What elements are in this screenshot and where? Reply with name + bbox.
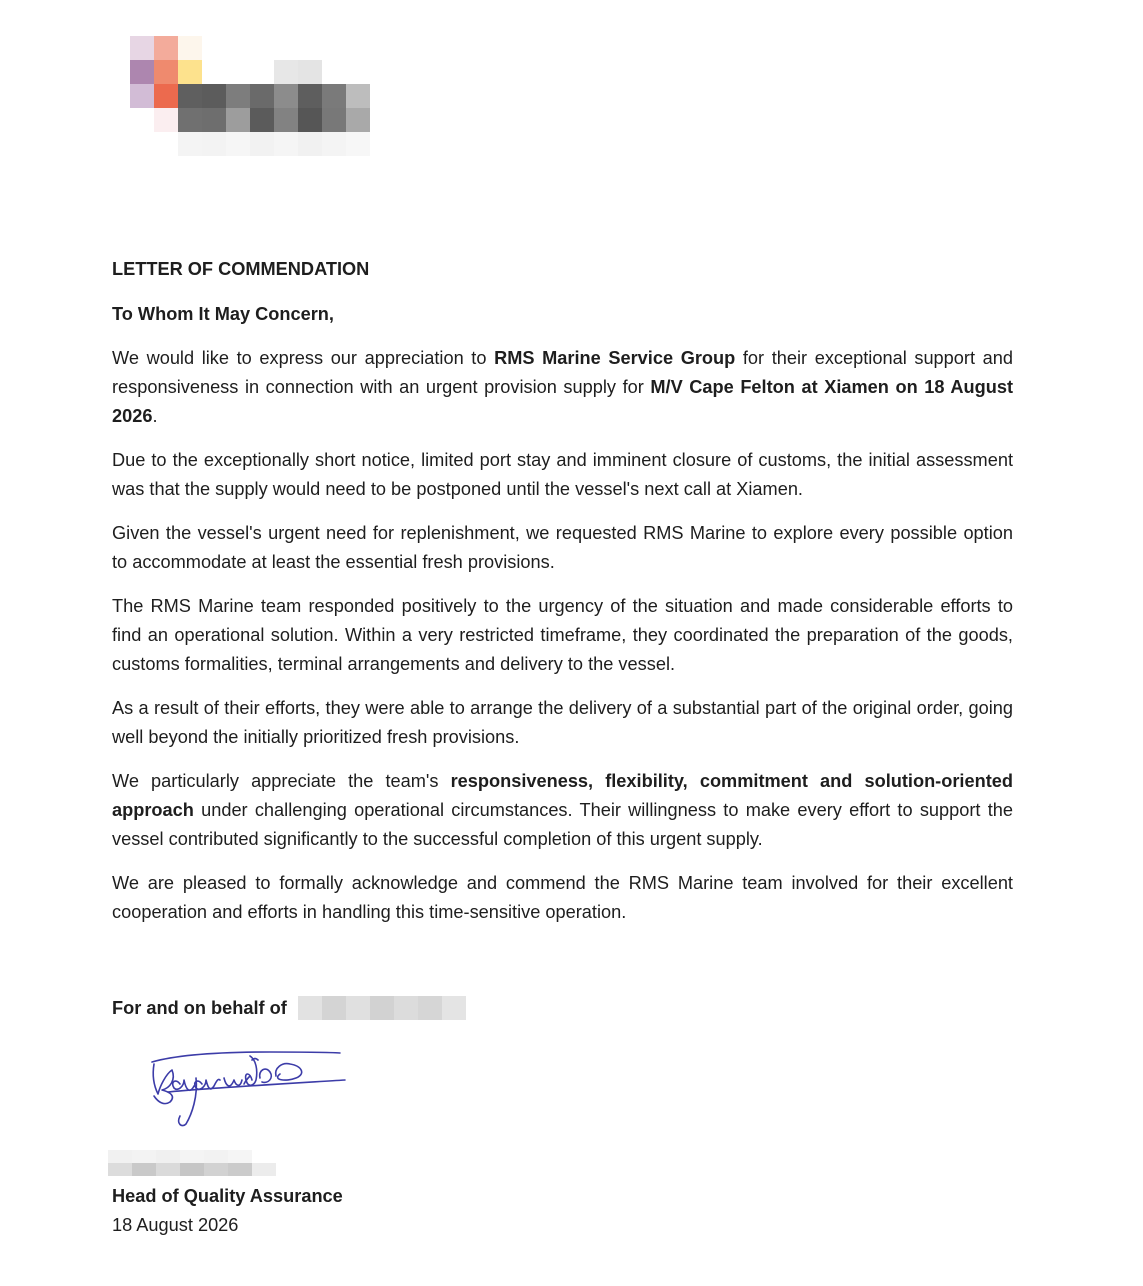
paragraph-4: The RMS Marine team responded positively to the urgency of the situation and made considerable efforts to find an operational solution. Within a very restricted timeframe, they coordinated the preparation of the goods, customs formalities, terminal arrangements and delivery to the vessel. [112, 596, 1013, 674]
paragraph-7: We are pleased to formally acknowledge and commend the RMS Marine team involved for their excellent cooperation and efforts in handling this time-sensitive operation. [112, 873, 1013, 922]
letter-body [112, 255, 1013, 942]
company-name: RMS Marine Service Group [494, 348, 736, 368]
paragraph-3: Given the vessel's urgent need for replenishment, we requested RMS Marine to explore every possible option to accommodate at least the essential fresh provisions. [112, 523, 1013, 572]
paragraph-1-text-a: We would like to express our appreciation to [112, 348, 495, 368]
signatory-position: Head of Quality Assurance [112, 1186, 343, 1206]
paragraph-6-text-c: under challenging operational circumstances. Their willingness to make every effort to support the vessel contributed significantly to the successful completion of this urgent supply. [112, 800, 1013, 849]
redacted-signatory-name [108, 1150, 276, 1176]
on-behalf-of-label: For and on behalf of [112, 998, 287, 1018]
handwritten-signature-icon [140, 1036, 360, 1136]
vessel-port-date: M/V Cape Felton at Xiamen on 18 August 2026 [112, 377, 1014, 426]
letter-title: LETTER OF COMMENDATION [112, 259, 370, 279]
paragraph-1 [112, 344, 1013, 431]
paragraph-2: Due to the exceptionally short notice, limited port stay and imminent closure of customs, the initial assessment was that the supply would need to be postponed until the vessel's next call at Xiamen. [112, 450, 1013, 499]
signature [140, 1036, 360, 1136]
paragraph-5: As a result of their efforts, they were able to arrange the delivery of a substantial part of the original order, going well beyond the initially prioritized fresh provisions. [112, 698, 1013, 747]
company-logo-redacted [130, 36, 370, 156]
letter-date: 18 August 2026 [112, 1215, 239, 1235]
redacted-organization-name [298, 996, 466, 1020]
paragraph-1-text-e: . [152, 406, 158, 426]
paragraph-6-text-a: We particularly appreciate the team's [112, 771, 451, 791]
qualities-highlight: responsiveness, flexibility, commitment and solution-oriented approach [112, 771, 1013, 820]
salutation: To Whom It May Concern, [112, 304, 334, 324]
paragraph-6 [112, 767, 1013, 854]
paragraph-1-text-c: for their exceptional support and responsiveness in connection with an urgent provision supply for [112, 348, 1013, 397]
